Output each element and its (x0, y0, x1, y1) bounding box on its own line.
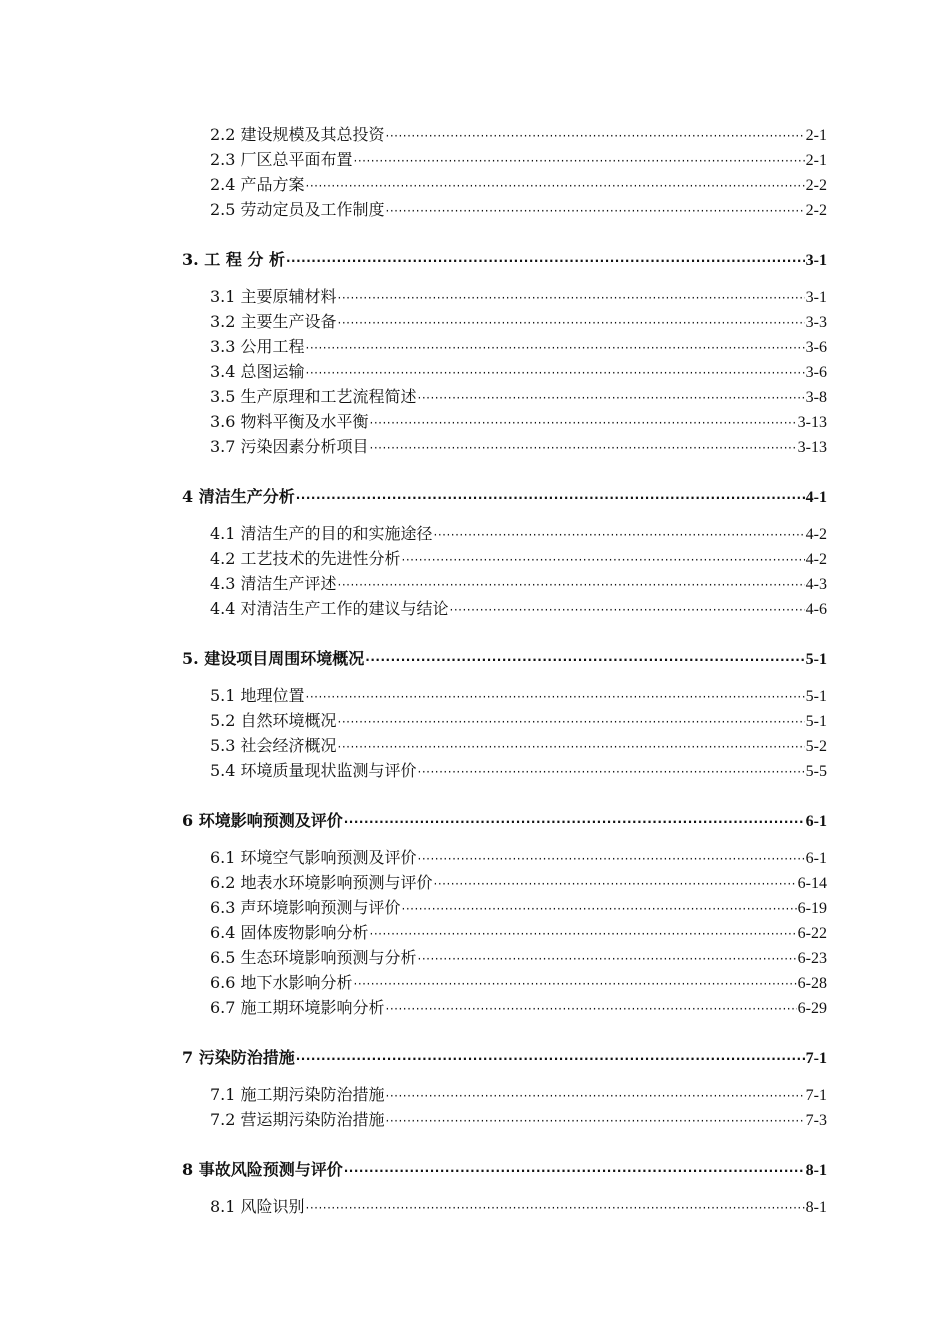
toc-chapter-title: 5. 建设项目周围环境概况 (182, 649, 365, 668)
toc-entry-page: 2-2 (805, 202, 827, 219)
toc-entry-page: 8-1 (805, 1199, 827, 1216)
toc-entry-page: 6-28 (797, 975, 827, 992)
toc-entry[interactable] (0, 708, 950, 733)
table-of-contents (0, 122, 950, 1219)
dot-leader (402, 895, 797, 922)
section-gap (0, 1020, 950, 1045)
dot-leader (370, 434, 797, 461)
toc-entry[interactable] (0, 384, 950, 409)
toc-entry-title: 4.4 对清洁生产工作的建议与结论 (210, 599, 449, 618)
toc-entry[interactable] (0, 309, 950, 334)
toc-chapter-page: 7-1 (805, 1050, 827, 1067)
toc-entry-page: 3-3 (805, 314, 827, 331)
toc-entry-page: 5-5 (805, 763, 827, 780)
dot-leader (418, 945, 797, 972)
toc-entry-page: 5-1 (805, 713, 827, 730)
toc-entry-title: 2.4 产品方案 (210, 175, 305, 194)
toc-entry-page: 3-6 (805, 364, 827, 381)
toc-entry-title: 3.5 生产原理和工艺流程简述 (210, 387, 417, 406)
toc-entry-title: 6.7 施工期环境影响分析 (210, 998, 385, 1017)
dot-leader (344, 1157, 805, 1184)
toc-entry-page: 2-2 (805, 177, 827, 194)
toc-chapter-heading[interactable] (0, 1045, 950, 1070)
toc-chapter-page: 4-1 (805, 489, 827, 506)
toc-entry[interactable] (0, 970, 950, 995)
dot-leader (338, 708, 805, 735)
dot-leader (354, 147, 805, 174)
toc-entry-title: 8.1 风险识别 (210, 1197, 305, 1216)
toc-entry-title: 5.3 社会经济概况 (210, 736, 337, 755)
toc-entry-title: 5.2 自然环境概况 (210, 711, 337, 730)
toc-entry[interactable] (0, 546, 950, 571)
toc-entry-page: 4-2 (805, 551, 827, 568)
dot-leader (338, 733, 805, 760)
dot-leader (338, 284, 805, 311)
dot-leader (365, 646, 804, 673)
toc-entry[interactable] (0, 945, 950, 970)
toc-chapter-title: 3. 工 程 分 析 (182, 250, 285, 269)
toc-entry-page: 7-1 (805, 1087, 827, 1104)
toc-entry-title: 6.2 地表水环境影响预测与评价 (210, 873, 433, 892)
toc-entry-page: 3-13 (797, 439, 827, 456)
toc-entry-page: 6-22 (797, 925, 827, 942)
toc-entry[interactable] (0, 197, 950, 222)
toc-entry-page: 6-14 (797, 875, 827, 892)
toc-entry[interactable] (0, 1107, 950, 1132)
toc-entry-title: 6.4 固体废物影响分析 (210, 923, 369, 942)
dot-leader (418, 384, 805, 411)
toc-entry-title: 3.6 物料平衡及水平衡 (210, 412, 369, 431)
toc-entry-title: 6.5 生态环境影响预测与分析 (210, 948, 417, 967)
toc-entry[interactable] (0, 895, 950, 920)
toc-entry-title: 6.6 地下水影响分析 (210, 973, 353, 992)
toc-entry-page: 4-2 (805, 526, 827, 543)
dot-leader (338, 309, 805, 336)
dot-leader (296, 484, 805, 511)
toc-entry[interactable] (0, 571, 950, 596)
section-gap (0, 783, 950, 808)
toc-chapter-title: 4 清洁生产分析 (182, 487, 295, 506)
toc-entry-page: 6-29 (797, 1000, 827, 1017)
dot-leader (386, 995, 797, 1022)
toc-entry-page: 3-8 (805, 389, 827, 406)
toc-chapter-title: 6 环境影响预测及评价 (182, 811, 343, 830)
toc-chapter-heading[interactable] (0, 1157, 950, 1182)
toc-entry-title: 5.1 地理位置 (210, 686, 305, 705)
toc-chapter-title: 7 污染防治措施 (182, 1048, 295, 1067)
toc-entry-title: 4.2 工艺技术的先进性分析 (210, 549, 401, 568)
toc-entry-title: 7.2 营运期污染防治措施 (210, 1110, 385, 1129)
toc-chapter-heading[interactable] (0, 646, 950, 671)
toc-entry[interactable] (0, 1082, 950, 1107)
toc-entry[interactable] (0, 733, 950, 758)
dot-leader (306, 1194, 805, 1221)
toc-entry-title: 6.1 环境空气影响预测及评价 (210, 848, 417, 867)
dot-leader (338, 571, 805, 598)
toc-entry-page: 2-1 (805, 127, 827, 144)
toc-entry-page: 5-2 (805, 738, 827, 755)
toc-entry[interactable] (0, 845, 950, 870)
toc-chapter-page: 5-1 (805, 651, 827, 668)
dot-leader (434, 521, 805, 548)
toc-entry-title: 5.4 环境质量现状监测与评价 (210, 761, 417, 780)
dot-leader (344, 808, 805, 835)
toc-entry[interactable] (0, 1194, 950, 1219)
toc-entry[interactable] (0, 758, 950, 783)
toc-entry-title: 3.7 污染因素分析项目 (210, 437, 369, 456)
toc-entry-title: 3.1 主要原辅材料 (210, 287, 337, 306)
toc-entry-title: 3.4 总图运输 (210, 362, 305, 381)
toc-entry-title: 4.3 清洁生产评述 (210, 574, 337, 593)
dot-leader (386, 197, 805, 224)
toc-entry-page: 2-1 (805, 152, 827, 169)
toc-entry[interactable] (0, 409, 950, 434)
section-gap (0, 459, 950, 484)
toc-entry[interactable] (0, 596, 950, 621)
dot-leader (286, 247, 805, 274)
toc-entry-title: 2.2 建设规模及其总投资 (210, 125, 385, 144)
toc-entry-page: 3-6 (805, 339, 827, 356)
toc-entry[interactable] (0, 920, 950, 945)
toc-entry-page: 3-13 (797, 414, 827, 431)
dot-leader (354, 970, 797, 997)
section-gap (0, 222, 950, 247)
toc-entry-page: 7-3 (805, 1112, 827, 1129)
toc-entry-page: 4-6 (805, 601, 827, 618)
toc-entry[interactable] (0, 334, 950, 359)
dot-leader (306, 334, 805, 361)
toc-chapter-heading[interactable] (0, 247, 950, 272)
dot-leader (450, 596, 805, 623)
toc-chapter-page: 8-1 (805, 1162, 827, 1179)
toc-entry-page: 4-3 (805, 576, 827, 593)
toc-entry-title: 7.1 施工期污染防治措施 (210, 1085, 385, 1104)
toc-chapter-title: 8 事故风险预测与评价 (182, 1160, 343, 1179)
section-gap (0, 621, 950, 646)
toc-chapter-heading[interactable] (0, 808, 950, 833)
toc-entry[interactable] (0, 284, 950, 309)
toc-entry-title: 2.3 厂区总平面布置 (210, 150, 353, 169)
dot-leader (386, 1082, 805, 1109)
toc-entry-page: 6-23 (797, 950, 827, 967)
toc-chapter-heading[interactable] (0, 484, 950, 509)
toc-entry-title: 4.1 清洁生产的目的和实施途径 (210, 524, 433, 543)
toc-entry[interactable] (0, 434, 950, 459)
toc-entry[interactable] (0, 521, 950, 546)
dot-leader (370, 920, 797, 947)
toc-entry-page: 3-1 (805, 289, 827, 306)
toc-entry[interactable] (0, 122, 950, 147)
toc-entry-page: 6-19 (797, 900, 827, 917)
toc-entry[interactable] (0, 359, 950, 384)
dot-leader (402, 546, 805, 573)
toc-entry-title: 2.5 劳动定员及工作制度 (210, 200, 385, 219)
toc-entry[interactable] (0, 995, 950, 1020)
dot-leader (386, 1107, 805, 1134)
dot-leader (418, 845, 805, 872)
dot-leader (306, 172, 805, 199)
toc-entry-page: 5-1 (805, 688, 827, 705)
toc-entry-title: 3.3 公用工程 (210, 337, 305, 356)
toc-entry-title: 3.2 主要生产设备 (210, 312, 337, 331)
dot-leader (306, 683, 805, 710)
toc-entry-page: 6-1 (805, 850, 827, 867)
toc-chapter-page: 6-1 (805, 813, 827, 830)
dot-leader (434, 870, 797, 897)
dot-leader (418, 758, 805, 785)
toc-entry[interactable] (0, 147, 950, 172)
toc-entry[interactable] (0, 683, 950, 708)
dot-leader (370, 409, 797, 436)
section-gap (0, 1132, 950, 1157)
toc-entry[interactable] (0, 172, 950, 197)
toc-entry[interactable] (0, 870, 950, 895)
toc-chapter-page: 3-1 (805, 252, 827, 269)
toc-entry-title: 6.3 声环境影响预测与评价 (210, 898, 401, 917)
dot-leader (296, 1045, 805, 1072)
dot-leader (386, 122, 805, 149)
dot-leader (306, 359, 805, 386)
